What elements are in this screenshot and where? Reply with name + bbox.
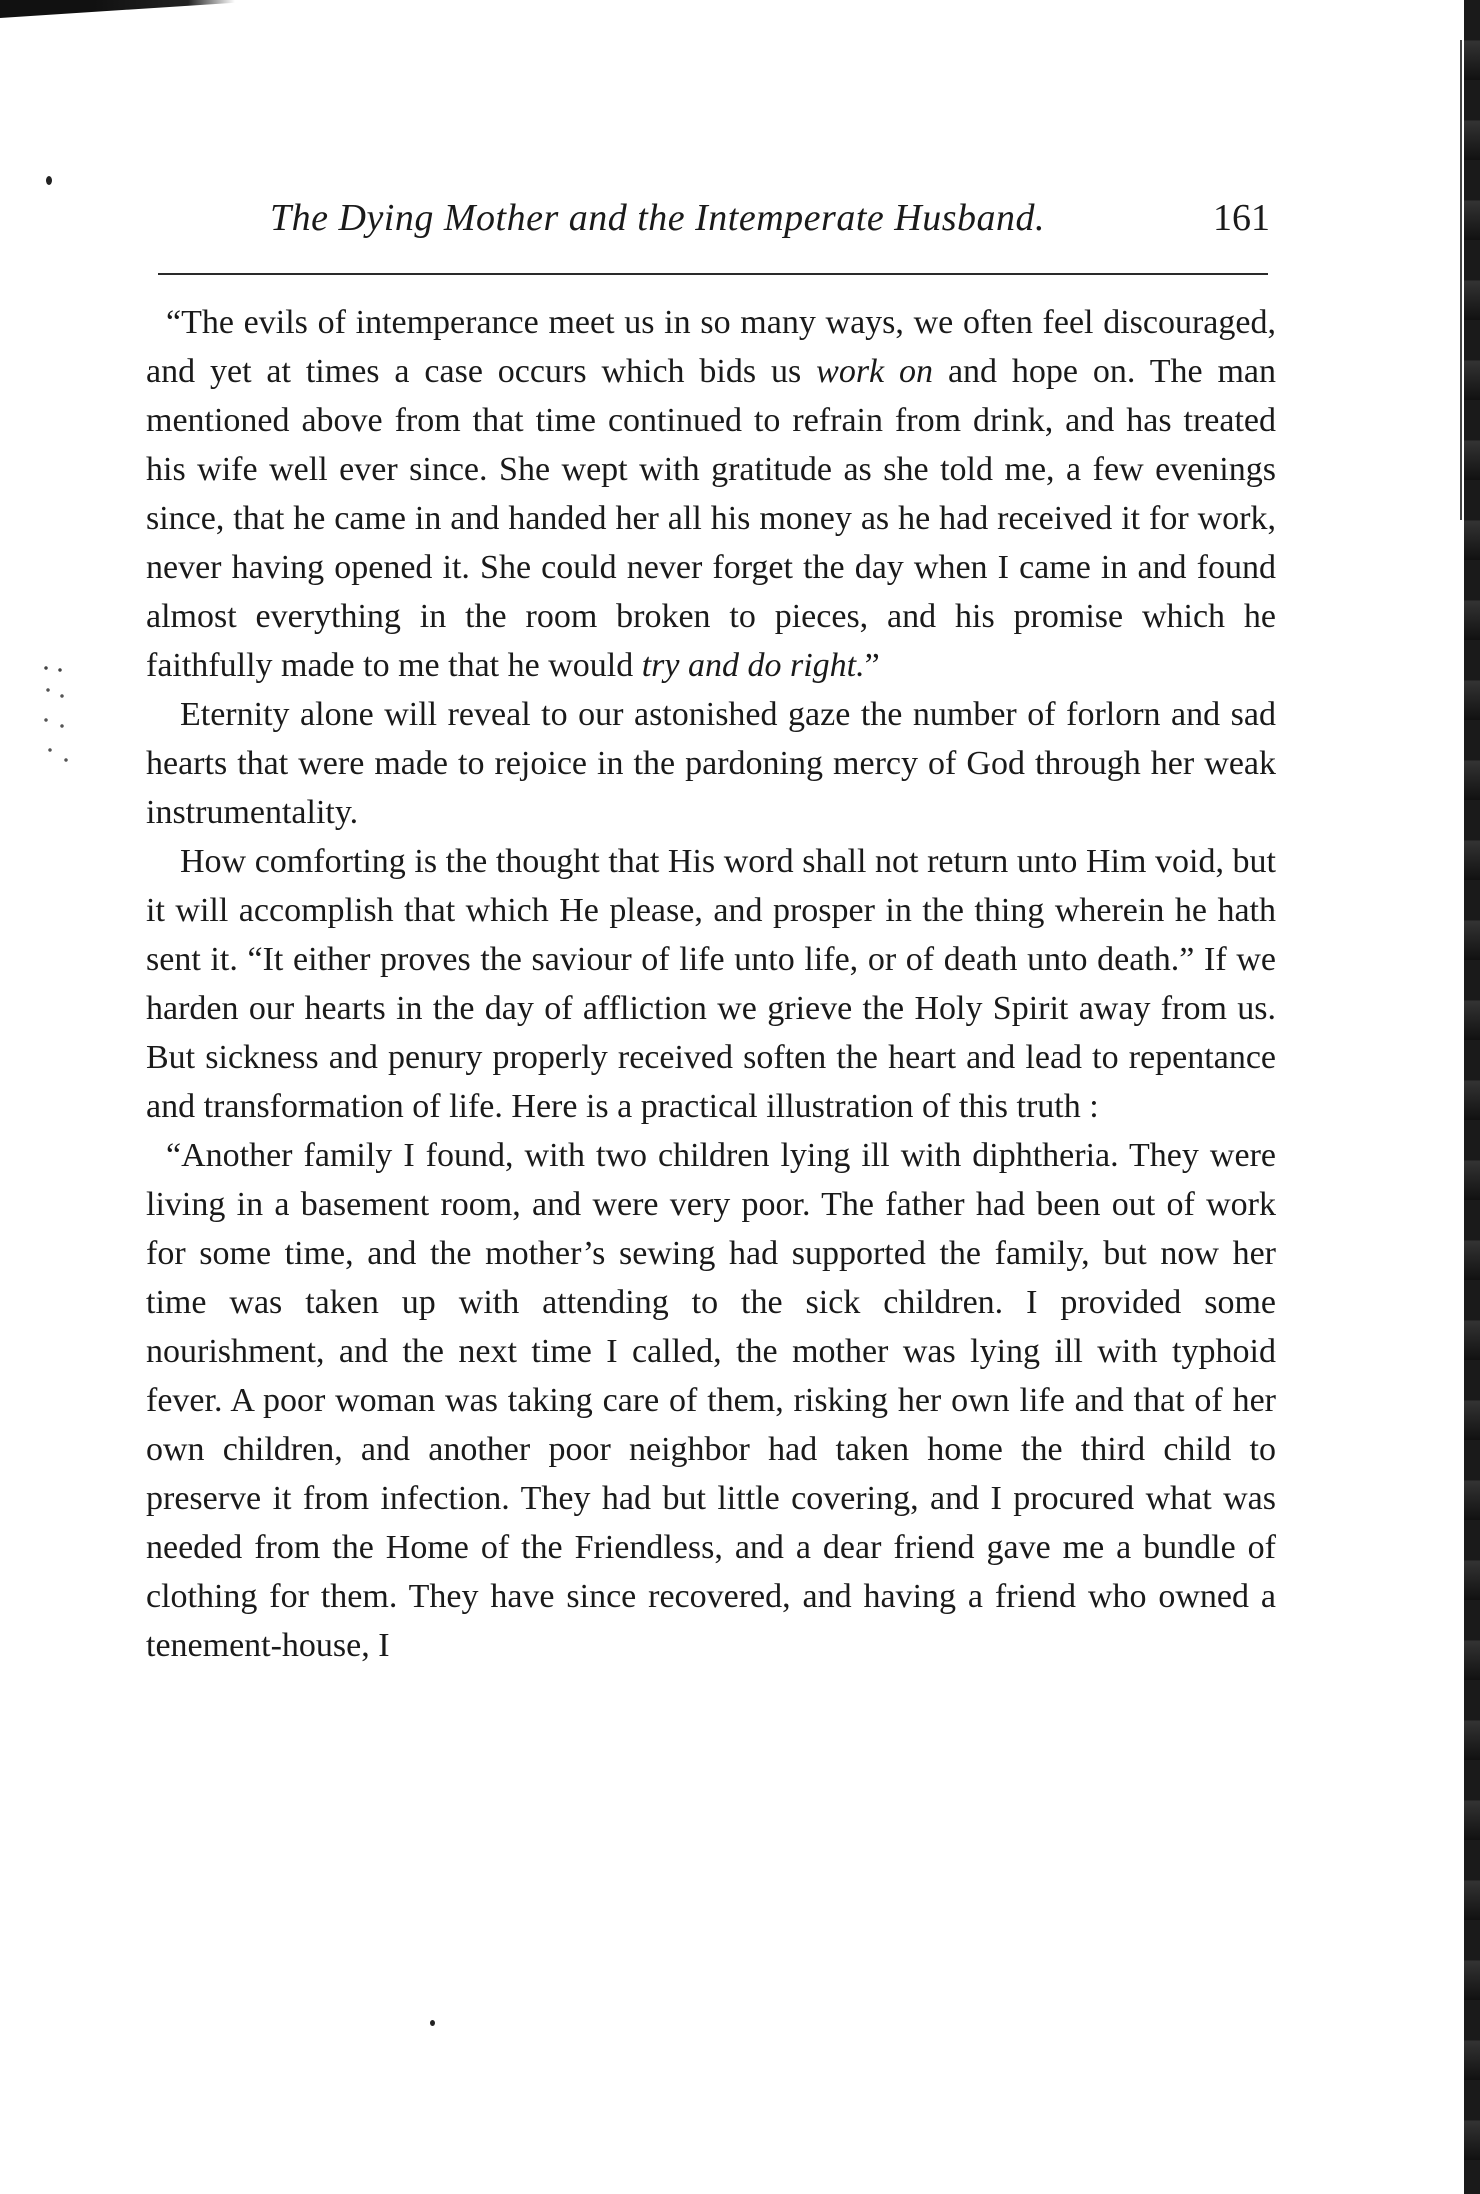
body-text [146, 298, 1276, 1670]
scan-speck [46, 176, 52, 185]
paragraph [146, 1131, 1276, 1670]
scan-edge-right [1464, 0, 1480, 2194]
text-run: Eternity alone will reveal to our astonished gaze the number of forlorn and sad hearts that were made to rejoice in the pardoning mercy of God through her weak instrumentality. [146, 696, 1276, 831]
text-run: and hope on. The man mentioned above from that time continued to refrain from drink, and has treated his wife well ever since. She wept with gratitude as she told me, a few evenings since, that he came in and handed her all his money as he had received it for work, never having opened it. She could never forget the day when I came in and found almost everything in the room broken to pieces, and his promise which he faithfully made to me that he would [146, 353, 1277, 684]
text-run: How comforting is the thought that His word shall not return unto Him void, but it will accomplish that which He please, and prosper in the thing wherein he hath sent it. “It either proves the saviour of life unto life, or of death unto death.” If we harden our hearts in the day of affliction we grieve the Holy Spirit away from us. But sickness and penury properly received soften the heart and lead to repentance and transformation of life. Here is a practical illustration of this truth : [146, 843, 1276, 1125]
paragraph [146, 837, 1276, 1131]
text-run: ” [864, 647, 880, 684]
scan-speck [430, 2020, 435, 2026]
margin-marks [40, 660, 80, 780]
running-header [270, 196, 1270, 244]
running-title: The Dying Mother and the Intemperate Husband. [270, 197, 1045, 239]
scan-edge-line [1460, 40, 1462, 520]
paragraph [146, 690, 1276, 837]
scan-edge-top [0, 0, 235, 18]
italic-run: work on [816, 353, 934, 390]
header-rule [158, 273, 1268, 275]
paragraph [146, 298, 1276, 690]
text-run: “The evils of intemperance meet us in so many ways, we often feel discouraged, and yet at times a case occurs which bids us [146, 304, 1276, 390]
text-run: “Another family I found, with two children lying ill with diphtheria. They were living in a basement room, and were very poor. The father had been out of work for some time, and the mother’s sewing had supported the family, but now her time was taken up with attending to the sick children. I provided some nourishment, and the next time I called, the mother was lying ill with typhoid fever. A poor woman was taking care of them, risking her own life and that of her own children, and another poor neighbor had taken home the third child to preserve it from infection. They had but little covering, and I procured what was needed from the Home of the Friendless, and a dear friend gave me a bundle of clothing for them. They have since recovered, and having a friend who owned a tenement-house, I [146, 1137, 1276, 1664]
italic-run: try and do right. [641, 647, 865, 684]
page-number: 161 [1213, 197, 1270, 239]
